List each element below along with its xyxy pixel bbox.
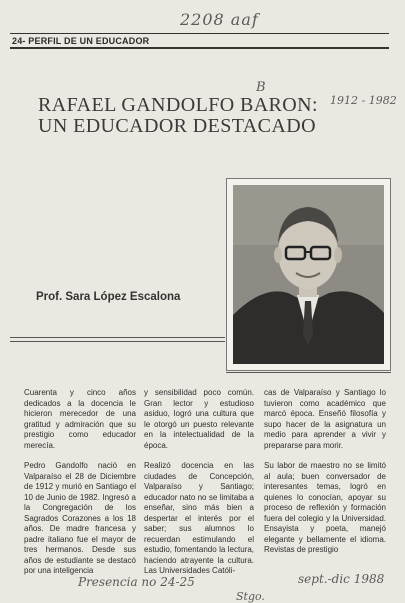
handwritten-date: sept.-dic 1988 (298, 572, 385, 586)
title-line-1: RAFAEL GANDOLFO BARON: (38, 94, 318, 116)
paragraph: Pedro Gandolfo nació en Valparaíso el 28 de Diciembre de 1912 y murió en Santiago el 10 de Junio de 1982. Ingresó a la Congregación de los Sagrados Corazones a los 18 años. De madre francesa y padre italiano fue el mayor de tres hermanos. Desde sus años de estudiante se destacó por una inteligencia (24, 461, 136, 575)
photo-rule (226, 372, 391, 373)
portrait-photo-frame (226, 178, 391, 371)
header-rule-top (10, 33, 389, 34)
paragraph: cas de Valparaíso y Santiago lo tuvieron como académico que marcó época. Enseñó filosofía y supo hacer de la asignatura un medio para aprender a vivir y prepararse para morir. (264, 388, 386, 450)
body-column-3 (264, 388, 386, 566)
article-title (38, 95, 338, 137)
author-rule-2 (10, 341, 225, 342)
section-header: 24- PERFIL DE UN EDUCADOR (12, 36, 150, 46)
handwritten-years: 1912 - 1982 (330, 94, 397, 107)
handwritten-source: Presencia no 24-25 (78, 575, 195, 589)
title-line-2: UN EDUCADOR DESTACADO (38, 115, 316, 137)
paragraph: Realizó docencia en las ciudades de Concepción, Valparaíso y Santiago; educador nato no se limitaba a enseñar, sino más bien a despertar el interés por el saber; sus alumnos lo recuerdan estimulando el estudio, fomentando la lectura, haciendo atrayente la cultura. Las Universidades Católi- (144, 461, 254, 575)
body-column-1 (24, 388, 136, 587)
article-author: Prof. Sara López Escalona (36, 291, 181, 303)
paragraph: y sensibilidad poco común. Gran lector y estudioso asiduo, logró una cultura que le otorgó un puesto relevante en la intelectualidad de la época. (144, 388, 254, 450)
handwritten-place: Stgo. (236, 590, 265, 603)
author-rule-1 (10, 337, 225, 338)
portrait-illustration (233, 185, 384, 364)
paragraph: Cuarenta y cinco años dedicados a la docencia le hicieron merecedor de una gratitud y admiración que su prestigio como educador merecía. (24, 388, 136, 450)
paragraph: Su labor de maestro no se limitó al aula; buen conversador de interesantes temas, logró en quienes lo conocían, apoyar su proceso de reflexión y formación fuera del colegio y la Universidad. Ensayista y poeta, manejó elegante y bellamente el idioma. Revistas de prestigio (264, 461, 386, 554)
handwritten-letter-mark: B (256, 80, 266, 95)
header-rule-bottom (10, 47, 389, 49)
handwritten-catalog-number: 2208 aaf (180, 10, 259, 29)
portrait-photo (233, 185, 384, 364)
body-column-2 (144, 388, 254, 587)
